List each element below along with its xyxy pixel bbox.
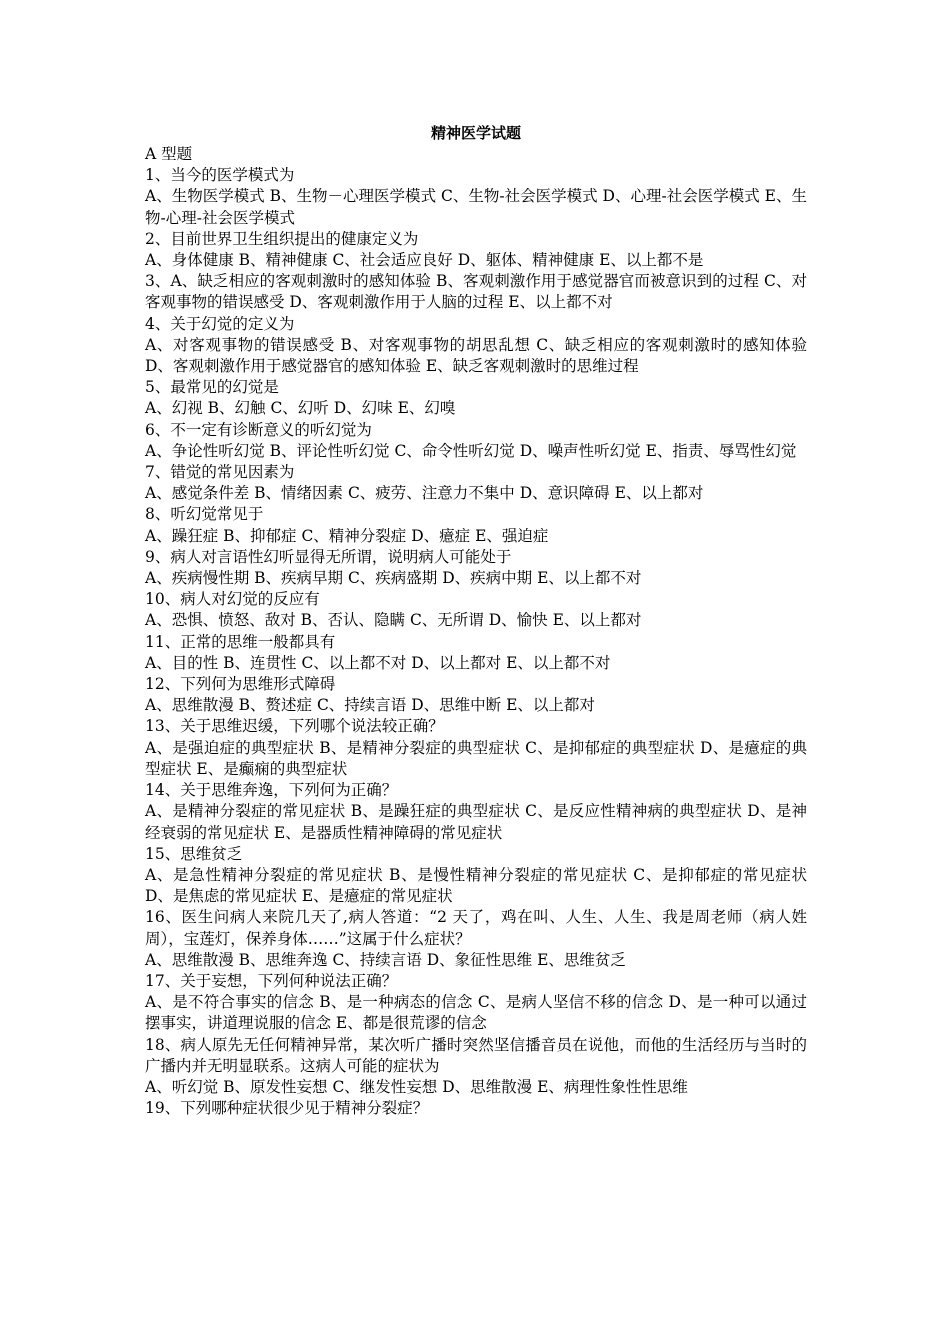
text-line: 10、病人对幻觉的反应有 — [145, 590, 320, 609]
text-line: 14、关于思维奔逸，下列何为正确？ — [145, 781, 398, 800]
text-line: A、是急性精神分裂症的常见症状 B、是慢性精神分裂症的常见症状 C、是抑郁症的常见症状 D、是焦虑的常见症状 E、是癔症的常见症状 — [145, 865, 807, 906]
text-line: A、生物医学模式 B、生物－心理医学模式 C、生物-社会医学模式 D、心理-社会医学模式 E、生物-心理-社会医学模式 — [145, 187, 807, 227]
text-line: 18、病人原先无任何精神异常，某次听广播时突然坚信播音员在说他，而他的生活经历与当时的广播内并无明显联系。这病人可能的症状为 — [145, 1035, 807, 1075]
text-line: 13、关于思维迟缓，下列哪个说法较正确？ — [145, 717, 444, 736]
text-line: 7、错觉的常见因素为 — [145, 463, 295, 482]
text-line: 15、思维贫乏 — [145, 844, 243, 863]
text-line: 11、正常的思维一般都具有 — [145, 632, 336, 651]
text-line: 6、不一定有诊断意义的听幻觉为 — [145, 420, 372, 439]
document-body — [145, 144, 807, 1119]
text-line: A、感觉条件差 B、情绪因素 C、疲劳、注意力不集中 D、意识障碍 E、以上都对 — [145, 484, 704, 503]
text-line: 2、目前世界卫生组织提出的健康定义为 — [145, 229, 419, 248]
text-line: 17、关于妄想，下列何种说法正确？ — [145, 971, 398, 990]
text-line: 16、医生问病人来院几天了,病人答道：“2 天了，鸡在叫、人生、人生、我是周老师（病人姓周），宝莲灯，保养身体……”这属于什么症状？ — [145, 908, 807, 948]
text-line: 9、病人对言语性幻听显得无所谓，说明病人可能处于 — [145, 547, 512, 566]
text-line: 4、关于幻觉的定义为 — [145, 314, 295, 333]
text-line: A、目的性 B、连贯性 C、以上都不对 D、以上都对 E、以上都不对 — [145, 653, 611, 672]
text-line: A、身体健康 B、精神健康 C、社会适应良好 D、躯体、精神健康 E、以上都不是 — [145, 251, 704, 270]
text-line: A、躁狂症 B、抑郁症 C、精神分裂症 D、癔症 E、强迫症 — [145, 526, 549, 545]
text-line: 1、当今的医学模式为 — [145, 166, 295, 185]
text-line: A、幻视 B、幻触 C、幻听 D、幻味 E、幻嗅 — [145, 399, 456, 418]
text-line: A、争论性听幻觉 B、评论性听幻觉 C、命令性听幻觉 D、噪声性听幻觉 E、指责、辱骂性幻觉 — [145, 441, 797, 460]
text-line: A、听幻觉 B、原发性妄想 C、继发性妄想 D、思维散漫 E、病理性象性性思维 — [145, 1077, 688, 1096]
text-line: A、恐惧、愤怒、敌对 B、否认、隐瞒 C、无所谓 D、愉快 E、以上都对 — [145, 611, 642, 630]
text-line: 5、最常见的幻觉是 — [145, 378, 279, 397]
text-line: A、思维散漫 B、思维奔逸 C、持续言语 D、象征性思维 E、思维贫乏 — [145, 950, 626, 969]
text-line: A、是强迫症的典型症状 B、是精神分裂症的典型症状 C、是抑郁症的典型症状 D、是癔症的典型症状 E、是癫痫的典型症状 — [145, 738, 807, 778]
text-line: A、思维散漫 B、赘述症 C、持续言语 D、思维中断 E、以上都对 — [145, 696, 595, 715]
text-line: A、对客观事物的错误感受 B、对客观事物的胡思乱想 C、缺乏相应的客观刺激时的感知体验 D、客观刺激作用于感觉器官的感知体验 E、缺乏客观刺激时的思维过程 — [145, 335, 807, 376]
text-line: A、疾病慢性期 B、疾病早期 C、疾病盛期 D、疾病中期 E、以上都不对 — [145, 569, 642, 588]
text-line: 8、听幻觉常见于 — [145, 505, 264, 524]
text-line: A、是精神分裂症的常见症状 B、是躁狂症的典型症状 C、是反应性精神病的典型症状 D、是神经衰弱的常见症状 E、是器质性精神障碍的常见症状 — [145, 802, 807, 842]
text-line: A、是不符合事实的信念 B、是一种病态的信念 C、是病人坚信不移的信念 D、是一种可以通过摆事实，讲道理说服的信念 E、都是很荒谬的信念 — [145, 993, 807, 1033]
text-line: 19、下列哪种症状很少见于精神分裂症？ — [145, 1099, 429, 1118]
document-title: 精神医学试题 — [430, 124, 521, 142]
text-line: A 型题 — [145, 145, 193, 163]
text-line: 3、A、缺乏相应的客观刺激时的感知体验 B、客观刺激作用于感觉器官而被意识到的过程 C、对客观事物的错误感受 D、客观刺激作用于人脑的过程 E、以上都不对 — [145, 272, 807, 312]
document-page — [145, 122, 807, 1119]
text-line: 12、下列何为思维形式障碍 — [145, 675, 336, 694]
